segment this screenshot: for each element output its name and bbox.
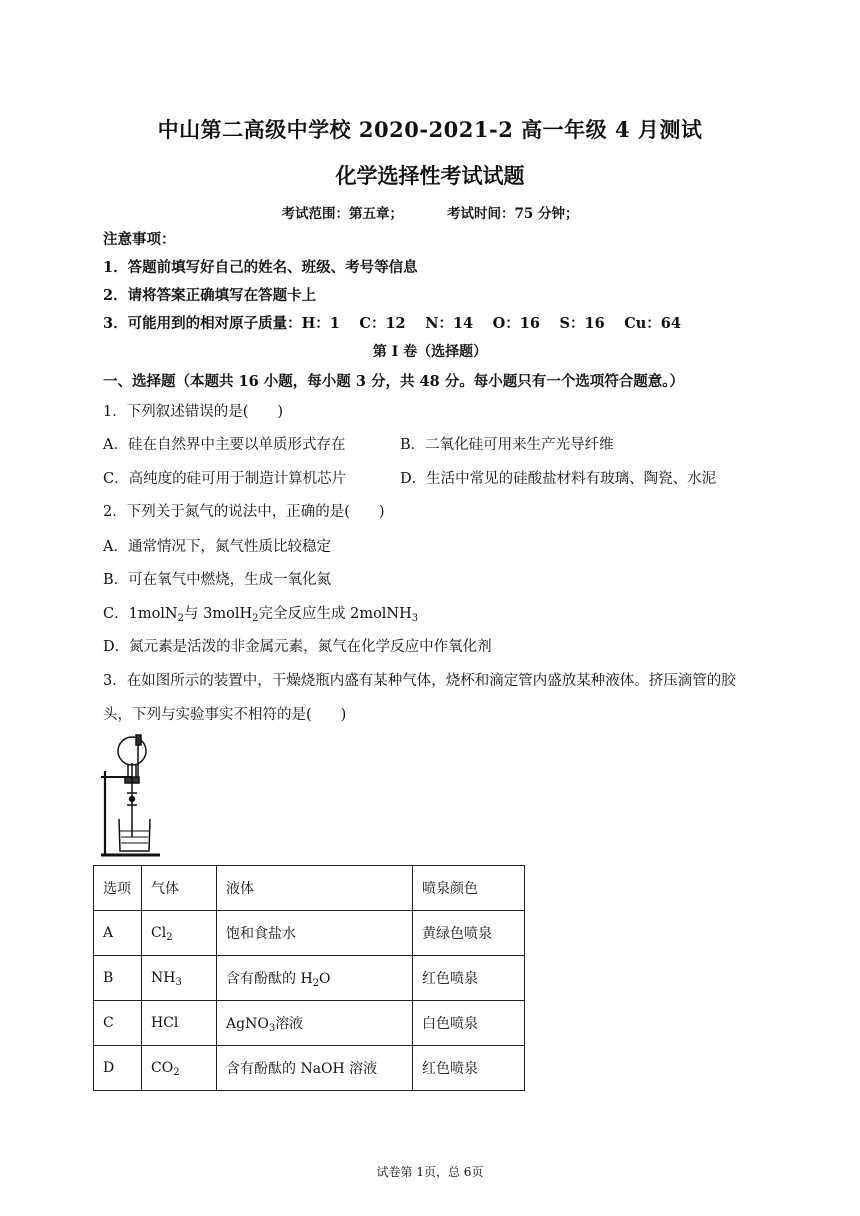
table-row xyxy=(94,1001,525,1046)
answer-options-table xyxy=(93,865,525,1091)
question-1-option-c: C．高纯度的硅可用于制造计算机芯片 xyxy=(103,471,347,487)
cell-gas: $CO_2$ xyxy=(142,1046,217,1091)
cell-fountain-color: 红色喷泉 xyxy=(413,956,525,1001)
cell-liquid: 含有酚酞的 $H_2O$ xyxy=(217,956,413,1001)
part-heading: 一、选择题（本题共 16 小题，每小题 3 分，共 48 分。每小题只有一个选项符合题意。） xyxy=(103,373,684,390)
cell-option: A xyxy=(94,911,142,956)
cell-fountain-color: 黄绿色喷泉 xyxy=(413,911,525,956)
header-cell-fountain-color: 喷泉颜色 xyxy=(413,866,525,911)
cell-option: C xyxy=(94,1001,142,1046)
notice-item-1: 1．答题前填写好自己的姓名、班级、考号等信息 xyxy=(103,259,418,276)
question-1-option-b: B．二氧化硅可用来生产光导纤维 xyxy=(400,437,614,453)
cell-fountain-color: 红色喷泉 xyxy=(413,1046,525,1091)
cell-gas: $Cl_2$ xyxy=(142,911,217,956)
table-row xyxy=(94,956,525,1001)
exam-time: 考试时间：75 分钟； xyxy=(447,206,579,222)
header-cell-option: 选项 xyxy=(94,866,142,911)
fountain-apparatus-diagram xyxy=(98,733,162,859)
cell-fountain-color: 白色喷泉 xyxy=(413,1001,525,1046)
question-2-option-b: B．可在氧气中燃烧，生成一氧化氮 xyxy=(103,572,332,588)
header-cell-gas: 气体 xyxy=(142,866,217,911)
page-footer: 试卷第 1页，总 6页 xyxy=(376,1165,484,1179)
question-2-option-d: D．氮元素是活泼的非金属元素，氮气在化学反应中作氧化剂 xyxy=(103,639,492,655)
table-row xyxy=(94,1046,525,1091)
cell-liquid: AgNO$_3$溶液 xyxy=(217,1001,413,1046)
question-3-stem-line-2: 头，下列与实验事实不相符的是( ) xyxy=(103,707,347,723)
header-cell-liquid: 液体 xyxy=(217,866,413,911)
question-1-stem: 1．下列叙述错误的是( ) xyxy=(103,404,284,420)
question-2-option-c: C．1molN$_2$与 3molH$_2$完全反应生成 2molNH$_3$ xyxy=(103,606,419,624)
table-row xyxy=(94,911,525,956)
exam-title: 中山第二高级中学校 2020-2021-2 高一年级 4 月测试 xyxy=(157,117,703,142)
cell-gas: $NH_3$ xyxy=(142,956,217,1001)
exam-subtitle: 化学选择性考试试题 xyxy=(335,163,525,188)
section-title: 第 I 卷（选择题） xyxy=(372,344,488,360)
exam-info xyxy=(0,202,860,222)
cell-option: D xyxy=(94,1046,142,1091)
notice-item-3: 3．可能用到的相对原子质量：H：1 C：12 N：14 O：16 S：16 Cu：64 xyxy=(103,315,681,332)
question-2-stem: 2．下列关于氮气的说法中，正确的是( ) xyxy=(103,504,385,520)
exam-scope: 考试范围：第五章； xyxy=(281,206,403,222)
notice-heading: 注意事项： xyxy=(103,231,176,248)
question-1-option-d: D．生活中常见的硅酸盐材料有玻璃、陶瓷、水泥 xyxy=(400,471,717,487)
notice-item-2: 2．请将答案正确填写在答题卡上 xyxy=(103,287,317,304)
cell-liquid: 饱和食盐水 xyxy=(217,911,413,956)
question-1-option-a: A．硅在自然界中主要以单质形式存在 xyxy=(103,437,346,453)
question-2-option-a: A．通常情况下，氮气性质比较稳定 xyxy=(103,539,331,555)
question-3-stem-line-1: 3．在如图所示的装置中，干燥烧瓶内盛有某种气体，烧杯和滴定管内盛放某种液体。挤压滴管的胶 xyxy=(103,673,736,689)
cell-option: B xyxy=(94,956,142,1001)
cell-gas: HCl xyxy=(142,1001,217,1046)
table-header-row xyxy=(94,866,525,911)
cell-liquid: 含有酚酞的 NaOH 溶液 xyxy=(217,1046,413,1091)
